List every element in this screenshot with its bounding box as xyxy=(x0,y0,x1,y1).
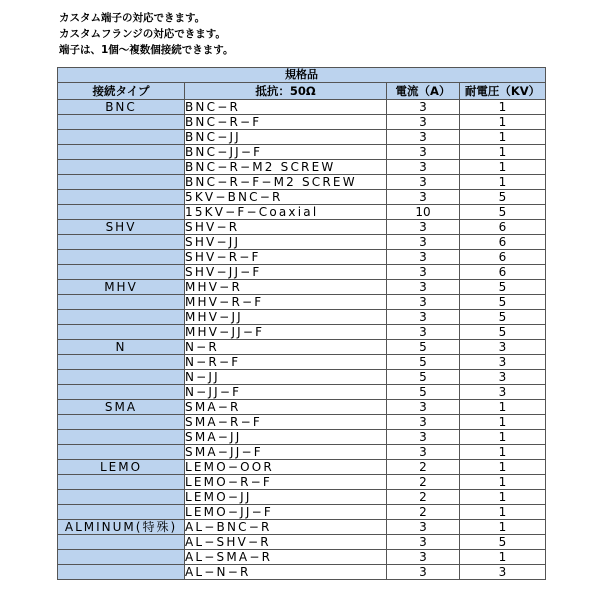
cell-connection-type xyxy=(58,355,185,370)
cell-connection-type xyxy=(58,535,185,550)
cell-model: AL−N−R xyxy=(185,565,387,580)
table-title: 規格品 xyxy=(58,68,546,83)
cell-current: 3 xyxy=(387,445,460,460)
cell-connection-type: ALMINUM(特殊) xyxy=(58,520,185,535)
cell-voltage: 1 xyxy=(460,130,546,145)
table-row xyxy=(58,550,546,565)
cell-current: 3 xyxy=(387,310,460,325)
cell-model: AL−SHV−R xyxy=(185,535,387,550)
cell-connection-type xyxy=(58,505,185,520)
table-row xyxy=(58,175,546,190)
cell-model: MHV−R xyxy=(185,280,387,295)
cell-model: MHV−R−F xyxy=(185,295,387,310)
table-row xyxy=(58,295,546,310)
cell-voltage: 5 xyxy=(460,280,546,295)
cell-current: 3 xyxy=(387,520,460,535)
table-row xyxy=(58,520,546,535)
cell-connection-type xyxy=(58,475,185,490)
table-row xyxy=(58,145,546,160)
cell-current: 5 xyxy=(387,385,460,400)
table-row xyxy=(58,565,546,580)
cell-connection-type: BNC xyxy=(58,100,185,115)
table-row xyxy=(58,460,546,475)
cell-current: 3 xyxy=(387,130,460,145)
cell-connection-type: SHV xyxy=(58,220,185,235)
cell-model: N−R xyxy=(185,340,387,355)
table-row xyxy=(58,250,546,265)
cell-connection-type xyxy=(58,115,185,130)
cell-voltage: 1 xyxy=(460,550,546,565)
cell-voltage: 5 xyxy=(460,190,546,205)
cell-connection-type xyxy=(58,325,185,340)
cell-current: 3 xyxy=(387,430,460,445)
cell-current: 3 xyxy=(387,295,460,310)
cell-voltage: 1 xyxy=(460,415,546,430)
cell-current: 3 xyxy=(387,160,460,175)
cell-voltage: 3 xyxy=(460,340,546,355)
cell-model: SMA−R−F xyxy=(185,415,387,430)
cell-model: BNC−R xyxy=(185,100,387,115)
cell-connection-type xyxy=(58,205,185,220)
cell-voltage: 5 xyxy=(460,205,546,220)
cell-connection-type xyxy=(58,265,185,280)
note-line: カスタム端子の対応できます。 xyxy=(59,12,206,24)
cell-model: LEMO−R−F xyxy=(185,475,387,490)
cell-voltage: 5 xyxy=(460,535,546,550)
cell-voltage: 1 xyxy=(460,445,546,460)
cell-current: 3 xyxy=(387,145,460,160)
table-row xyxy=(58,505,546,520)
cell-voltage: 6 xyxy=(460,220,546,235)
cell-model: LEMO−JJ−F xyxy=(185,505,387,520)
cell-connection-type xyxy=(58,490,185,505)
cell-model: SHV−JJ xyxy=(185,235,387,250)
cell-voltage: 1 xyxy=(460,145,546,160)
cell-model: BNC−JJ xyxy=(185,130,387,145)
cell-voltage: 1 xyxy=(460,460,546,475)
cell-connection-type xyxy=(58,550,185,565)
header-resistance: 抵抗：50Ω xyxy=(185,83,387,100)
cell-model: N−JJ−F xyxy=(185,385,387,400)
header-current: 電流（A） xyxy=(387,83,460,100)
cell-current: 5 xyxy=(387,340,460,355)
cell-model: 15KV−F−Coaxial xyxy=(185,205,387,220)
cell-connection-type xyxy=(58,190,185,205)
cell-model: SHV−JJ−F xyxy=(185,265,387,280)
table-row xyxy=(58,100,546,115)
table-row xyxy=(58,325,546,340)
cell-connection-type xyxy=(58,310,185,325)
cell-connection-type: N xyxy=(58,340,185,355)
cell-voltage: 3 xyxy=(460,355,546,370)
table-row xyxy=(58,265,546,280)
cell-current: 2 xyxy=(387,460,460,475)
cell-model: AL−SMA−R xyxy=(185,550,387,565)
cell-voltage: 1 xyxy=(460,115,546,130)
cell-model: N−JJ xyxy=(185,370,387,385)
table-row xyxy=(58,430,546,445)
cell-connection-type xyxy=(58,250,185,265)
cell-voltage: 3 xyxy=(460,565,546,580)
table-row xyxy=(58,415,546,430)
cell-current: 3 xyxy=(387,400,460,415)
table-row xyxy=(58,490,546,505)
cell-current: 2 xyxy=(387,475,460,490)
table-row xyxy=(58,445,546,460)
table-row xyxy=(58,205,546,220)
cell-voltage: 6 xyxy=(460,250,546,265)
cell-model: BNC−JJ−F xyxy=(185,145,387,160)
cell-model: SMA−R xyxy=(185,400,387,415)
cell-current: 2 xyxy=(387,490,460,505)
cell-current: 3 xyxy=(387,235,460,250)
cell-current: 5 xyxy=(387,370,460,385)
cell-voltage: 3 xyxy=(460,370,546,385)
table-row xyxy=(58,370,546,385)
cell-model: LEMO−OOR xyxy=(185,460,387,475)
cell-current: 3 xyxy=(387,415,460,430)
cell-connection-type: MHV xyxy=(58,280,185,295)
cell-voltage: 1 xyxy=(460,475,546,490)
cell-current: 3 xyxy=(387,100,460,115)
cell-voltage: 5 xyxy=(460,310,546,325)
spec-table xyxy=(57,67,546,580)
cell-current: 5 xyxy=(387,355,460,370)
cell-voltage: 5 xyxy=(460,325,546,340)
cell-voltage: 1 xyxy=(460,430,546,445)
cell-current: 3 xyxy=(387,190,460,205)
header-voltage: 耐電圧（KV） xyxy=(460,83,546,100)
cell-model: SMA−JJ xyxy=(185,430,387,445)
cell-voltage: 5 xyxy=(460,295,546,310)
cell-current: 3 xyxy=(387,280,460,295)
cell-model: AL−BNC−R xyxy=(185,520,387,535)
table-row xyxy=(58,535,546,550)
cell-model: MHV−JJ xyxy=(185,310,387,325)
table-row xyxy=(58,130,546,145)
header-connection-type: 接続タイプ xyxy=(58,83,185,100)
cell-model: BNC−R−F xyxy=(185,115,387,130)
cell-connection-type xyxy=(58,370,185,385)
cell-voltage: 1 xyxy=(460,160,546,175)
note-line: 端子は、1個～複数個接続できます。 xyxy=(59,44,234,56)
cell-current: 3 xyxy=(387,250,460,265)
cell-model: 5KV−BNC−R xyxy=(185,190,387,205)
notes xyxy=(59,10,233,58)
cell-model: LEMO−JJ xyxy=(185,490,387,505)
cell-connection-type xyxy=(58,295,185,310)
cell-current: 3 xyxy=(387,565,460,580)
cell-connection-type xyxy=(58,415,185,430)
cell-connection-type xyxy=(58,235,185,250)
cell-model: SHV−R−F xyxy=(185,250,387,265)
cell-voltage: 1 xyxy=(460,100,546,115)
table-row xyxy=(58,190,546,205)
table-row xyxy=(58,280,546,295)
cell-voltage: 1 xyxy=(460,175,546,190)
cell-model: BNC−R−F−M2 SCREW xyxy=(185,175,387,190)
cell-model: MHV−JJ−F xyxy=(185,325,387,340)
cell-model: N−R−F xyxy=(185,355,387,370)
cell-voltage: 1 xyxy=(460,400,546,415)
table-row xyxy=(58,220,546,235)
cell-connection-type xyxy=(58,175,185,190)
cell-connection-type xyxy=(58,160,185,175)
cell-voltage: 3 xyxy=(460,385,546,400)
table-row xyxy=(58,475,546,490)
cell-current: 3 xyxy=(387,550,460,565)
cell-current: 3 xyxy=(387,175,460,190)
note-line: カスタムフランジの対応できます。 xyxy=(59,28,226,40)
cell-connection-type xyxy=(58,445,185,460)
cell-model: BNC−R−M2 SCREW xyxy=(185,160,387,175)
cell-connection-type xyxy=(58,565,185,580)
table-row xyxy=(58,400,546,415)
cell-connection-type xyxy=(58,385,185,400)
table-row xyxy=(58,160,546,175)
cell-current: 2 xyxy=(387,505,460,520)
cell-connection-type xyxy=(58,430,185,445)
cell-current: 3 xyxy=(387,535,460,550)
cell-voltage: 1 xyxy=(460,520,546,535)
cell-current: 3 xyxy=(387,325,460,340)
table-row xyxy=(58,340,546,355)
cell-connection-type: LEMO xyxy=(58,460,185,475)
cell-current: 3 xyxy=(387,220,460,235)
table-row xyxy=(58,115,546,130)
cell-connection-type: SMA xyxy=(58,400,185,415)
table-row xyxy=(58,310,546,325)
cell-model: SMA−JJ−F xyxy=(185,445,387,460)
cell-connection-type xyxy=(58,145,185,160)
cell-voltage: 1 xyxy=(460,505,546,520)
cell-current: 3 xyxy=(387,115,460,130)
cell-current: 3 xyxy=(387,265,460,280)
cell-current: 10 xyxy=(387,205,460,220)
cell-voltage: 1 xyxy=(460,490,546,505)
cell-connection-type xyxy=(58,130,185,145)
cell-model: SHV−R xyxy=(185,220,387,235)
cell-voltage: 6 xyxy=(460,235,546,250)
cell-voltage: 6 xyxy=(460,265,546,280)
table-row xyxy=(58,385,546,400)
table-row xyxy=(58,355,546,370)
table-row xyxy=(58,235,546,250)
